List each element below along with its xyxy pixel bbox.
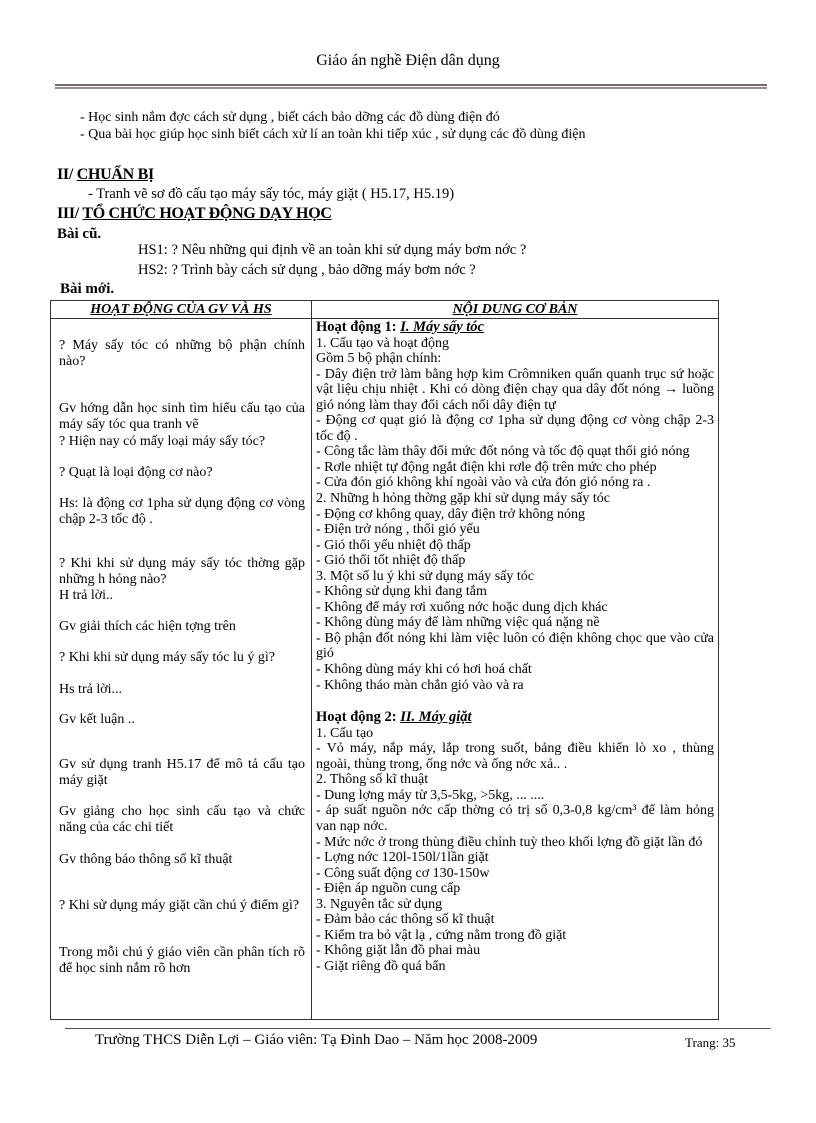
content-line: - Không tháo màn chắn gió vào và ra — [316, 677, 524, 693]
content-line: - Dây điện trở làm bằng hợp kim Crômniken quấn quanh trục sứ hoặc vật liệu chịu nhiệt . Khi có dòng điện chạy qua dây đốt nóng → luồng gió nóng làm thay đổi cách nối dây điện tự — [316, 366, 714, 413]
content-line: 2. Thông số kĩ thuật — [316, 772, 429, 788]
content-line: - Lợng nớc 120l-150l/1lần giặt — [316, 850, 489, 866]
activity-item: ? Khi sử dụng máy giặt cần chú ý điểm gì? — [59, 898, 300, 913]
content-line: 3. Một số lu ý khi sử dụng máy sấy tóc — [316, 568, 534, 584]
activity-item: Hs trả lời... — [59, 682, 123, 697]
content-line: - Không để máy rơi xuống nớc hoặc dung dịch khác — [316, 599, 608, 615]
content-line: Gồm 5 bộ phận chính: — [316, 351, 442, 367]
content-line: - Gió thổi yếu nhiệt độ thấp — [316, 537, 471, 553]
activity-item: ? Khi khi sử dụng máy sấy tóc lu ý gì? — [59, 650, 276, 665]
content-line: 2. Những h hỏng thờng gặp khi sử dụng máy sấy tóc — [316, 491, 610, 507]
content-line: - Công tắc làm thây đổi mức đốt nóng và tốc độ quạt thổi gió nóng — [316, 444, 690, 460]
section-heading-activities — [57, 205, 332, 223]
old-lesson-question: HS1: ? Nêu những qui định về an toàn khi sử dụng máy bơm nớc ? — [138, 242, 527, 258]
section-heading-preparation — [57, 166, 154, 184]
activity-1-heading — [316, 320, 714, 336]
page-number: Trang: 35 — [685, 1035, 736, 1050]
content-line: - Động cơ quạt gió là động cơ 1pha sử dụng động cơ vòng chập 2-3 tốc độ . — [316, 413, 714, 444]
content-line: - Điện trở nóng , thổi gió yếu — [316, 522, 480, 538]
content-line: - Mức nớc ở trong thùng điều chỉnh tuỳ theo khối lợng đồ giặt lần đó — [316, 834, 703, 850]
footer-rule — [65, 1028, 771, 1029]
content-line: - Không giặt lẫn đồ phai màu — [316, 943, 481, 959]
preparation-item: - Tranh vẽ sơ đồ cấu tạo máy sấy tóc, máy giặt ( H5.17, H5.19) — [88, 186, 455, 202]
content-line: - Đảm bảo các thông số kĩ thuật — [316, 912, 495, 928]
old-lesson-label: Bài cũ. — [57, 226, 102, 242]
content-line: - Động cơ không quay, dây điện trở không nóng — [316, 506, 585, 522]
activity-item: ? Hiện nay có mấy loại máy sấy tóc? — [59, 434, 266, 449]
activity-item: Gv sử dụng tranh H5.17 để mô tả cấu tạo máy giặt — [59, 757, 305, 788]
new-lesson-label: Bài mới. — [60, 281, 115, 297]
content-line: 1. Cấu tạo — [316, 725, 374, 741]
activity-item: Trong mỗi chú ý giáo viên cần phân tích rõ để học sinh nắm rõ hơn — [59, 945, 305, 976]
content-line: - Cửa đón gió không khí ngoài vào và cửa đón gió nóng ra . — [316, 475, 651, 491]
content-line: - Rơle nhiệt tự động ngắt điện khi rơle độ trên mức cho phép — [316, 459, 657, 475]
content-line: - áp suất nguồn nớc cấp thờng có trị số 0,3-0,8 kg/cm³ để làm hỏng van nạp nớc. — [316, 803, 714, 834]
column-header-content: NỘI DUNG CƠ BẢN — [452, 302, 578, 317]
footer-text: Trường THCS Diễn Lợi – Giáo viên: Tạ Đình Dao – Năm học 2008-2009 — [95, 1032, 538, 1048]
objective-line: - Học sinh nắm đợc cách sử dụng , biết cách bảo dỡng các đồ dùng điện đó — [80, 110, 500, 125]
content-line: - Không dùng máy để làm những việc quá nặng nề — [316, 615, 600, 631]
column-divider — [311, 301, 312, 1019]
content-line: 3. Nguyên tắc sử dụng — [316, 896, 443, 912]
activity-title: I. Máy sấy tóc — [400, 319, 484, 335]
content-line: - Điện áp nguồn cung cấp — [316, 881, 461, 897]
content-line: 1. Cấu tạo và hoạt động — [316, 335, 449, 351]
activity-item: ? Khi khi sử dụng máy sấy tóc thờng gặp những h hỏng nào? — [59, 556, 305, 587]
column-header-activities: HOẠT ĐỘNG CỦA GV VÀ HS — [90, 302, 272, 317]
activity-item: ? Quạt là loại động cơ nào? — [59, 465, 213, 480]
content-line: - Bộ phận đốt nóng khi làm việc luôn có điện không chọc que vào cửa gió — [316, 630, 714, 662]
activity-item: Hs: là động cơ 1pha sử dụng động cơ vòng chập 2-3 tốc độ . — [59, 496, 305, 527]
section-number: III/ — [57, 205, 83, 222]
activity-1-content — [316, 336, 714, 694]
activity-label: Hoạt động 2: — [316, 709, 401, 726]
content-line: - Vỏ máy, nắp máy, lắp trong suốt, bảng điều khiển lò xo , thùng ngoài, thùng trong, ống nớc và ống nớc xả.. . — [316, 741, 714, 772]
content-line: - Không dùng máy khi có hơi hoá chất — [316, 662, 532, 678]
objective-line: - Qua bài học giúp học sinh biết cách xử lí an toàn khi tiếp xúc , sử dụng các đồ dùng điện — [80, 127, 586, 142]
activity-item: Gv giải thích các hiện tợng trên — [59, 619, 236, 634]
section-title: CHUẨN BỊ — [76, 166, 154, 183]
content-line: - Không sử dụng khi đang tắm — [316, 584, 487, 600]
content-line: - Giặt riêng đồ quá bẩn — [316, 958, 446, 974]
activity-item: Gv giảng cho học sinh cấu tạo và chức năng của các chi tiết — [59, 804, 305, 835]
activity-item: H trả lời.. — [59, 588, 114, 603]
content-line: - Gió thổi tốt nhiệt độ thấp — [316, 553, 466, 569]
activity-2-content — [316, 726, 714, 975]
activity-title: II. Máy giặt — [400, 709, 472, 726]
old-lesson-question: HS2: ? Trình bày cách sử dụng , bảo dỡng máy bơm nớc ? — [138, 262, 476, 278]
section-title: TỔ CHỨC HOẠT ĐỘNG DẠY HỌC — [82, 205, 332, 222]
content-line: - Dung lợng máy từ 3,5-5kg, >5kg, ... .... — [316, 787, 545, 803]
section-number: II/ — [57, 166, 77, 183]
lesson-table — [50, 300, 719, 1020]
content-line: - Kiểm tra bỏ vật lạ , cứng nằm trong đồ giặt — [316, 927, 567, 943]
activity-label: Hoạt động 1: — [316, 319, 401, 335]
header-rule — [55, 84, 767, 89]
page-header-title: Giáo án nghề Điện dân dụng — [316, 52, 500, 69]
content-column — [316, 320, 714, 974]
content-line: - Công suất động cơ 130-150w — [316, 865, 490, 881]
activity-item: Gv thông báo thông số kĩ thuật — [59, 852, 233, 867]
activity-2-heading — [316, 710, 714, 726]
activity-item: ? Máy sấy tóc có những bộ phận chính nào? — [59, 338, 305, 369]
activity-item: Gv hớng dẫn học sinh tìm hiểu cấu tạo của máy sấy tóc qua tranh vẽ — [59, 401, 305, 432]
activity-item: Gv kết luận .. — [59, 712, 135, 727]
